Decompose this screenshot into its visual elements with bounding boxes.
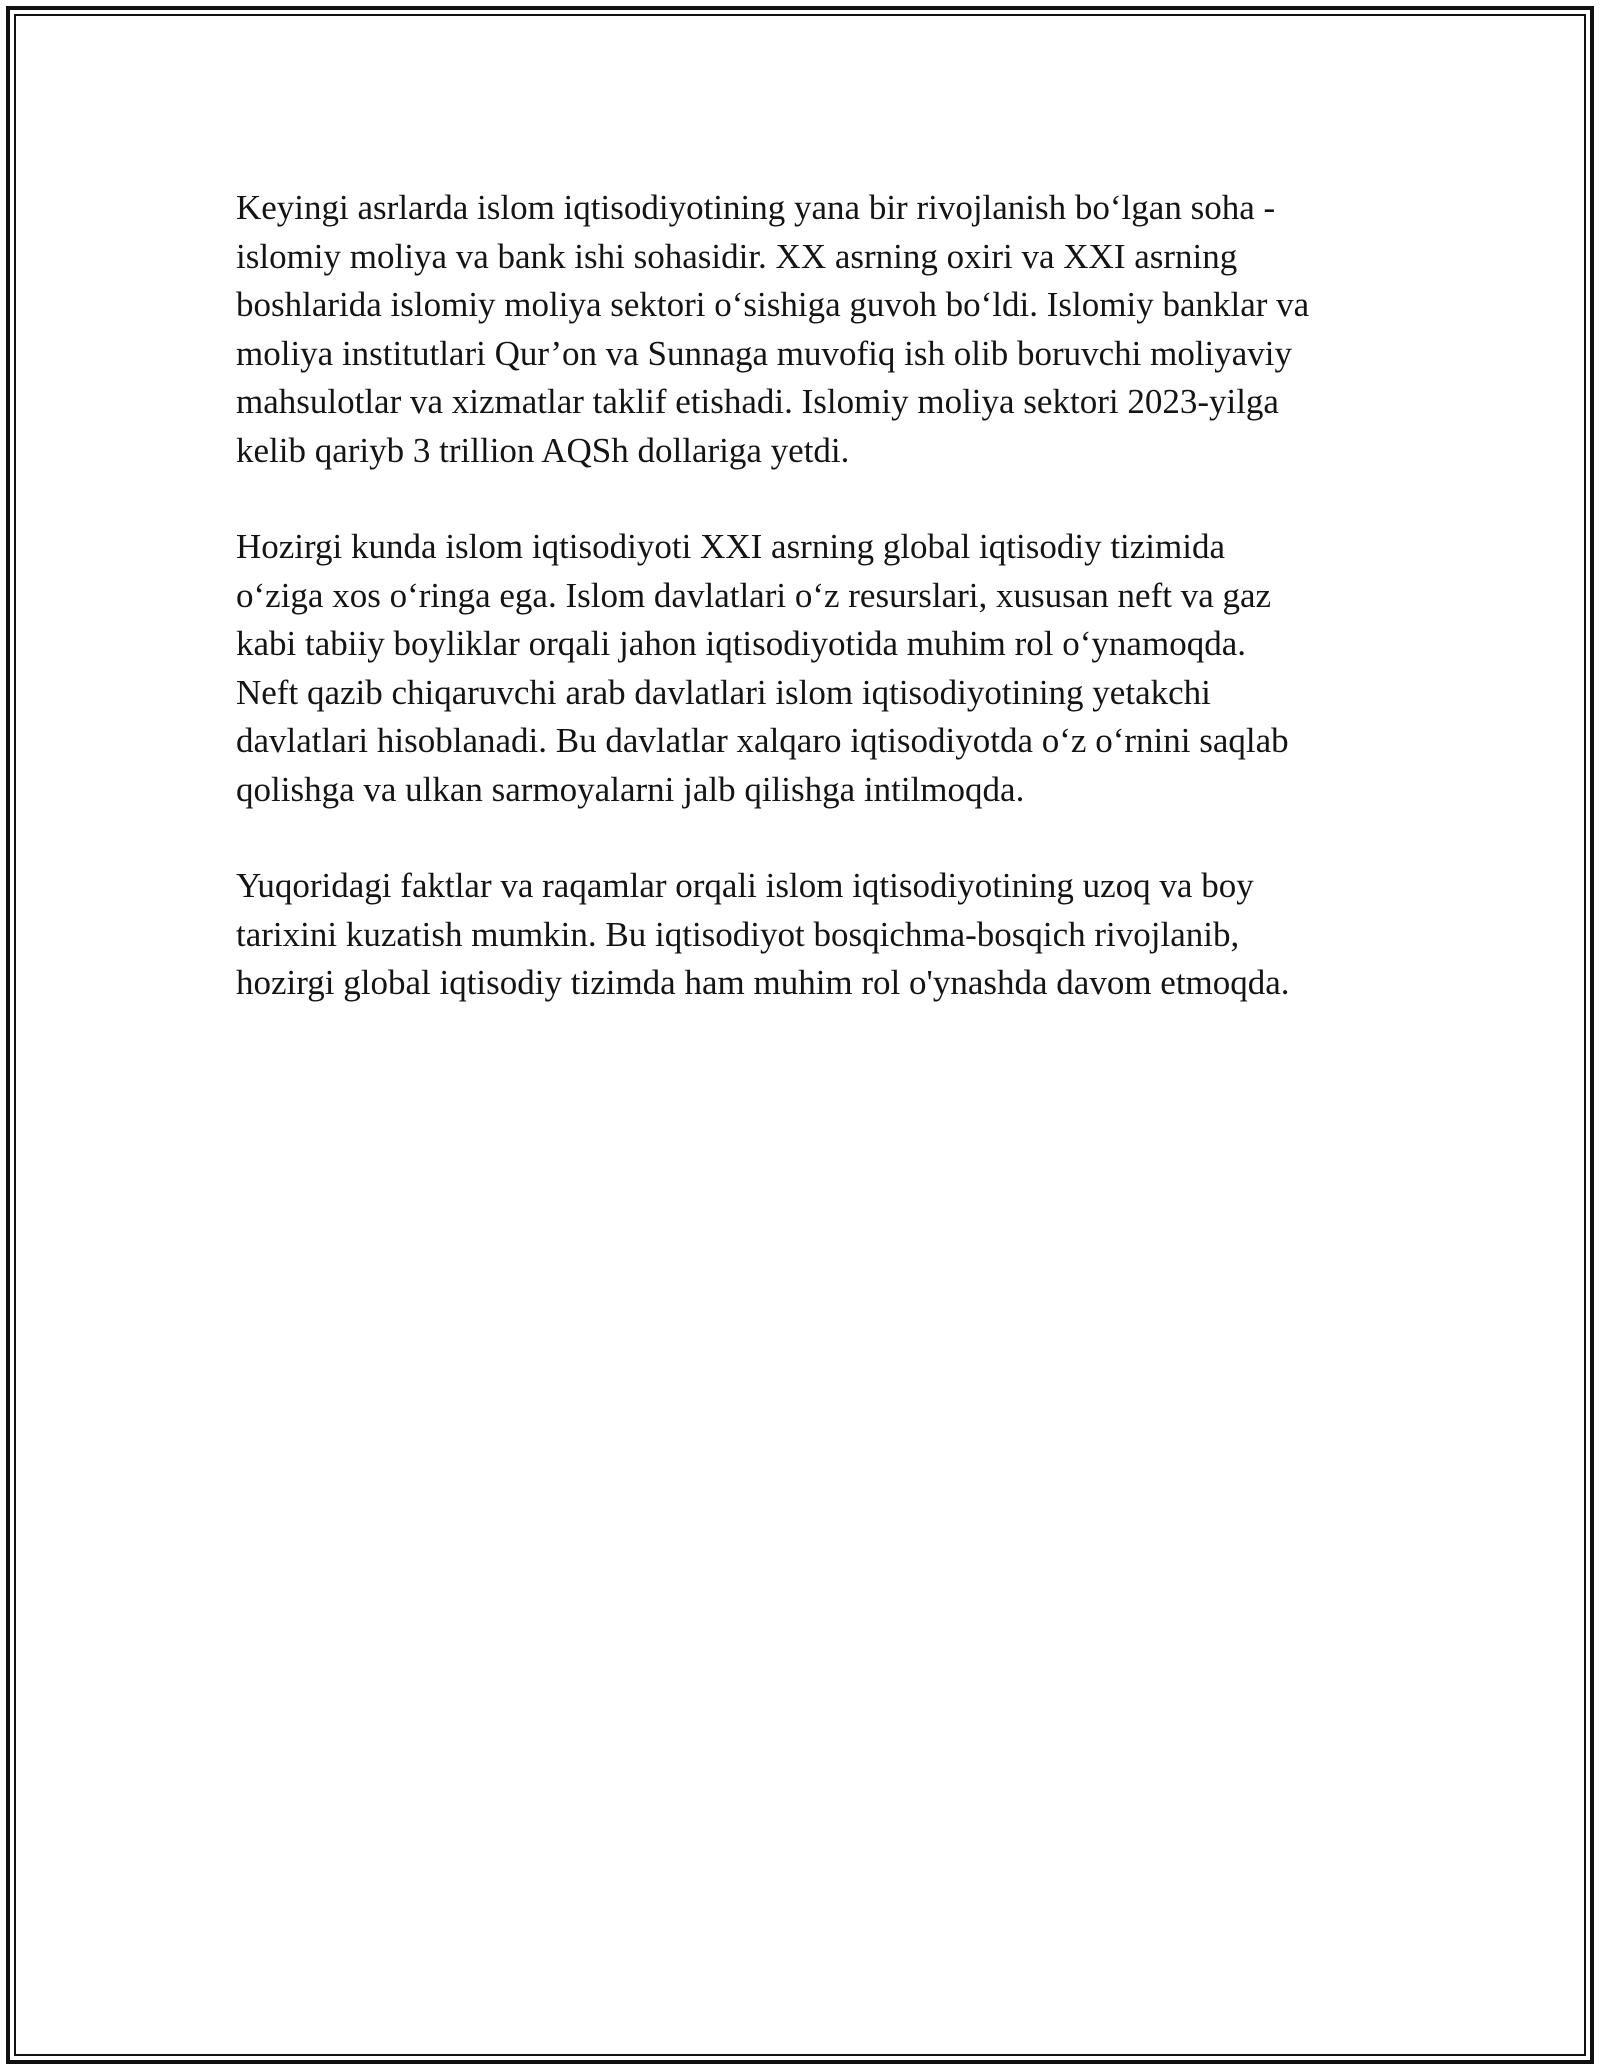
document-body [236,184,1416,1056]
paragraph-islamic-finance: Keyingi asrlarda islom iqtisodiyotining yana bir rivojlanish bo‘lgan soha - islomiy moliya va bank ishi sohasidir. XX asrning oxiri va XXI asrning boshlarida islomiy moliya sektori o‘sishiga guvoh bo‘ldi. Islomiy banklar va moliya institutlari Qur’on va Sunnaga muvofiq ish olib boruvchi moliyaviy mahsulotlar va xizmatlar taklif etishadi. Islomiy moliya sektori 2023-yilga kelib qariyb 3 trillion AQSh dollariga yetdi. [236,188,1310,470]
paragraph-conclusion: Yuqoridagi faktlar va raqamlar orqali islom iqtisodiyotining uzoq va boy tarixini kuzatish mumkin. Bu iqtisodiyot bosqichma-bosqich rivojlanib, hozirgi global iqtisodiy tizimda ham muhim rol o'ynashda davom etmoqda. [236,866,1290,1002]
paragraph-modern-economy: Hozirgi kunda islom iqtisodiyoti XXI asrning global iqtisodiy tizimida o‘ziga xos o‘ringa ega. Islom davlatlari o‘z resurslari, xususan neft va gaz kabi tabiiy boyliklar orqali jahon iqtisodiyotida muhim rol o‘ynamoqda. Neft qazib chiqaruvchi arab davlatlari islom iqtisodiyotining yetakchi davlatlari hisoblanadi. Bu davlatlar xalqaro iqtisodiyotda o‘z o‘rnini saqlab qolishga va ulkan sarmoyalarni jalb qilishga intilmoqda. [236,527,1289,809]
